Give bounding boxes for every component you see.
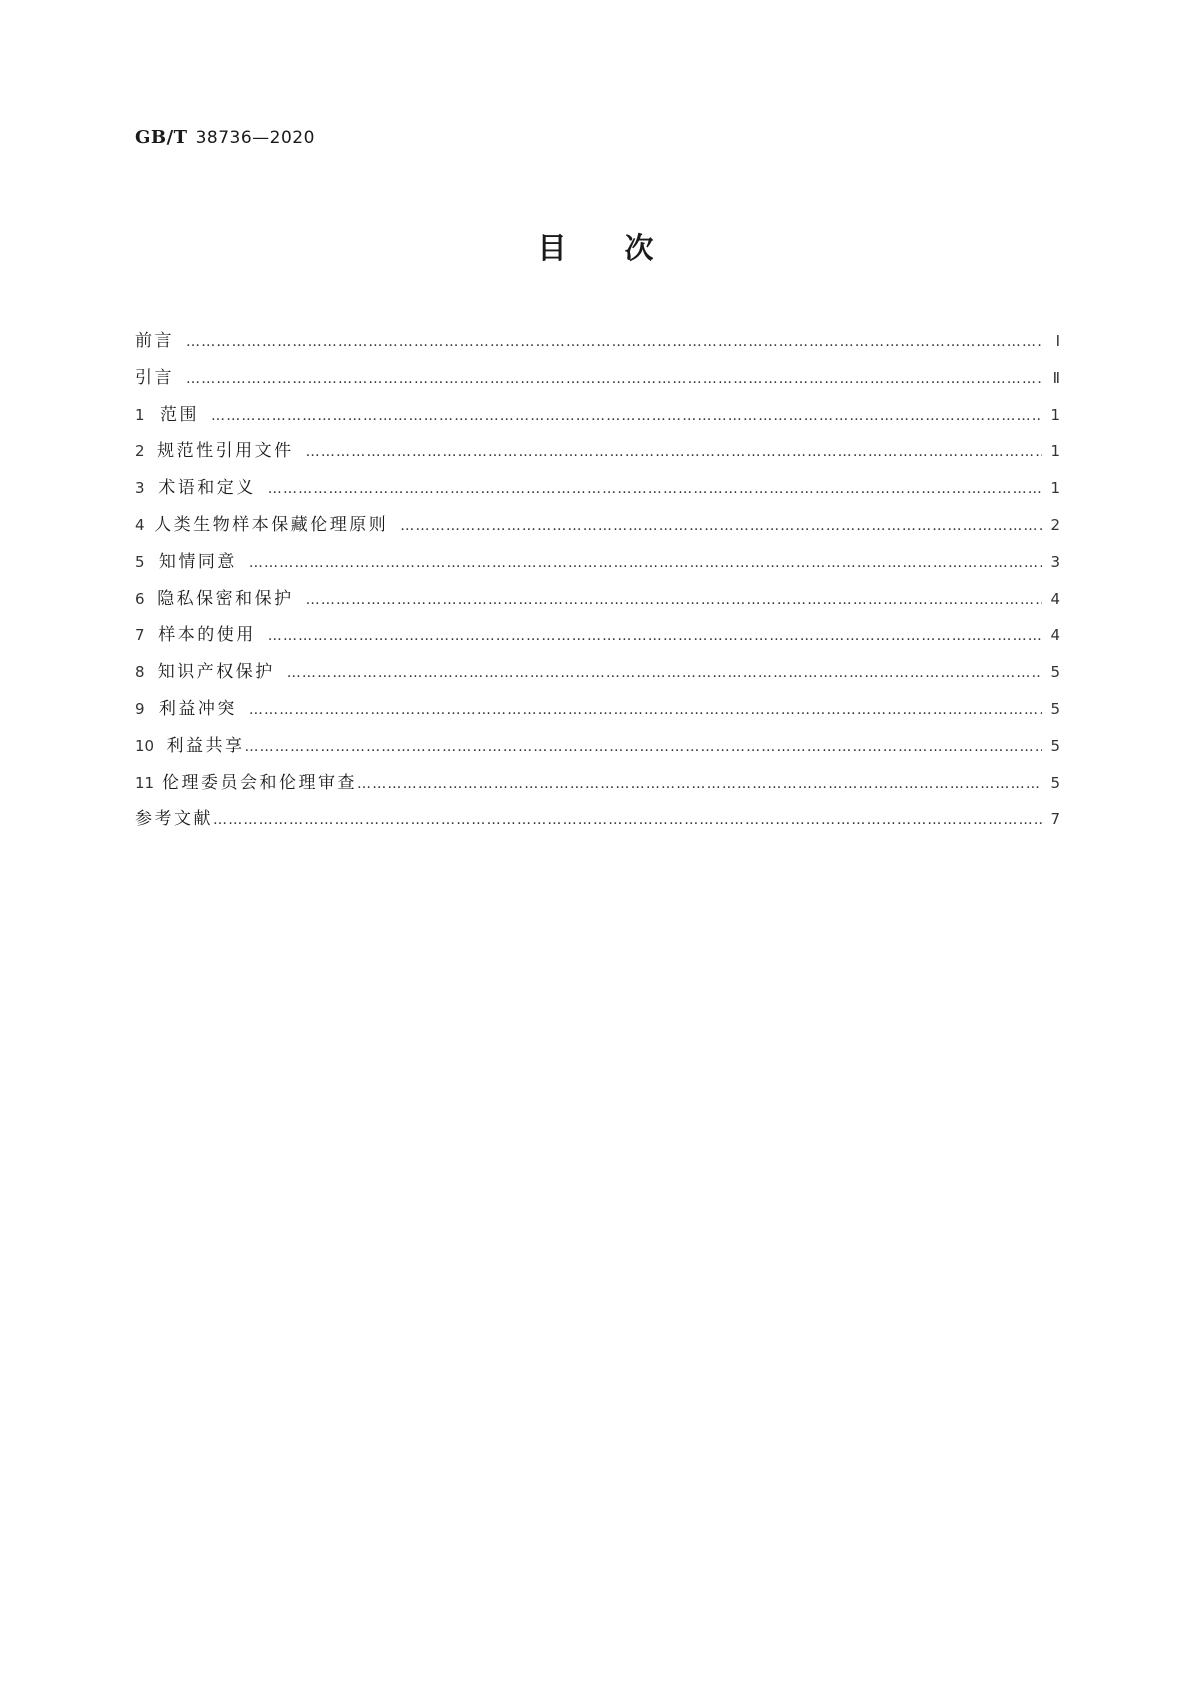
toc-entry-page: 2 xyxy=(1050,515,1060,534)
toc-entry-page: 3 xyxy=(1050,552,1060,571)
dot-leader xyxy=(268,628,1042,644)
toc-entry-number: 10 xyxy=(135,736,155,755)
toc-entry-number: 11 xyxy=(135,773,155,792)
dot-leader xyxy=(287,665,1042,681)
standard-code xyxy=(135,127,315,148)
toc-entry-page: 5 xyxy=(1050,773,1060,792)
toc-entry-2[interactable] xyxy=(135,436,1060,473)
standard-prefix: GB/T xyxy=(135,127,188,148)
dot-leader xyxy=(357,776,1042,792)
toc-entry-page: Ⅱ xyxy=(1052,368,1060,387)
toc-entry-number: 6 xyxy=(135,589,145,608)
dot-leader xyxy=(306,592,1042,608)
toc-entry-page: Ⅰ xyxy=(1055,332,1060,350)
toc-entry-5[interactable] xyxy=(135,547,1060,584)
toc-entry-page: 5 xyxy=(1050,663,1060,682)
toc-entry-number: 7 xyxy=(135,626,145,645)
toc-entry-page: 4 xyxy=(1050,589,1060,608)
toc-entry-label: 参考文献 xyxy=(135,809,213,830)
toc-entry-page: 4 xyxy=(1050,626,1060,645)
toc-heading-char-1: 目 xyxy=(537,231,567,265)
toc-entry-label: 引言 xyxy=(135,367,174,388)
toc-entry-page: 7 xyxy=(1050,810,1060,829)
toc-entry-11[interactable] xyxy=(135,768,1060,805)
toc-entry-10[interactable] xyxy=(135,731,1060,768)
dot-leader xyxy=(186,371,1042,387)
toc-entry-3[interactable] xyxy=(135,473,1060,510)
toc-entry-label: 规范性引用文件 xyxy=(157,441,294,462)
toc-entry-6[interactable] xyxy=(135,584,1060,621)
toc-entry-number: 3 xyxy=(135,479,145,498)
dot-leader xyxy=(249,702,1042,718)
toc-entry-label: 知情同意 xyxy=(158,551,237,572)
toc-entry-label: 隐私保密和保护 xyxy=(157,588,294,609)
toc-heading-char-2: 次 xyxy=(624,231,654,265)
toc-entry-page: 1 xyxy=(1050,405,1060,424)
dot-leader xyxy=(306,444,1042,460)
toc-entry-4[interactable] xyxy=(135,510,1060,547)
toc-entry-number: 9 xyxy=(135,699,145,718)
toc-entry-8[interactable] xyxy=(135,657,1060,694)
toc-entry-number: 5 xyxy=(135,552,145,571)
toc-entry-label: 术语和定义 xyxy=(158,478,256,499)
toc-entry-number: 1 xyxy=(135,405,145,424)
toc-entry-foreword[interactable] xyxy=(135,326,1060,363)
toc-entry-7[interactable] xyxy=(135,620,1060,657)
toc-entry-page: 1 xyxy=(1050,479,1060,498)
toc-entry-9[interactable] xyxy=(135,694,1060,731)
toc-entry-number: 2 xyxy=(135,442,145,461)
toc-entry-label: 利益冲突 xyxy=(158,698,237,719)
toc-entry-references[interactable] xyxy=(135,804,1060,841)
toc-entry-page: 5 xyxy=(1050,699,1060,718)
dot-leader xyxy=(249,555,1042,571)
toc-entry-label: 样本的使用 xyxy=(158,625,256,646)
toc-entry-label: 人类生物样本保藏伦理原则 xyxy=(154,514,389,535)
toc-entry-page: 1 xyxy=(1050,442,1060,461)
toc-entry-label: 知识产权保护 xyxy=(157,662,275,683)
dot-leader xyxy=(211,408,1042,424)
toc-entry-label: 前言 xyxy=(135,331,174,351)
dot-leader xyxy=(213,812,1042,828)
toc-entry-label: 伦理委员会和伦理审查 xyxy=(162,772,358,793)
dot-leader xyxy=(400,518,1042,534)
toc-entry-page: 5 xyxy=(1050,736,1060,755)
toc-heading xyxy=(0,226,1191,267)
toc-entry-label: 范围 xyxy=(160,404,199,425)
dot-leader xyxy=(268,481,1042,497)
toc-entry-1[interactable] xyxy=(135,400,1060,437)
dot-leader xyxy=(244,739,1042,755)
dot-leader xyxy=(186,334,1042,350)
standard-number: 38736—2020 xyxy=(195,128,315,148)
toc-entry-introduction[interactable] xyxy=(135,363,1060,400)
table-of-contents xyxy=(135,326,1060,841)
toc-entry-label: 利益共享 xyxy=(166,735,245,756)
toc-entry-number: 8 xyxy=(135,663,145,682)
toc-entry-number: 4 xyxy=(135,515,145,534)
